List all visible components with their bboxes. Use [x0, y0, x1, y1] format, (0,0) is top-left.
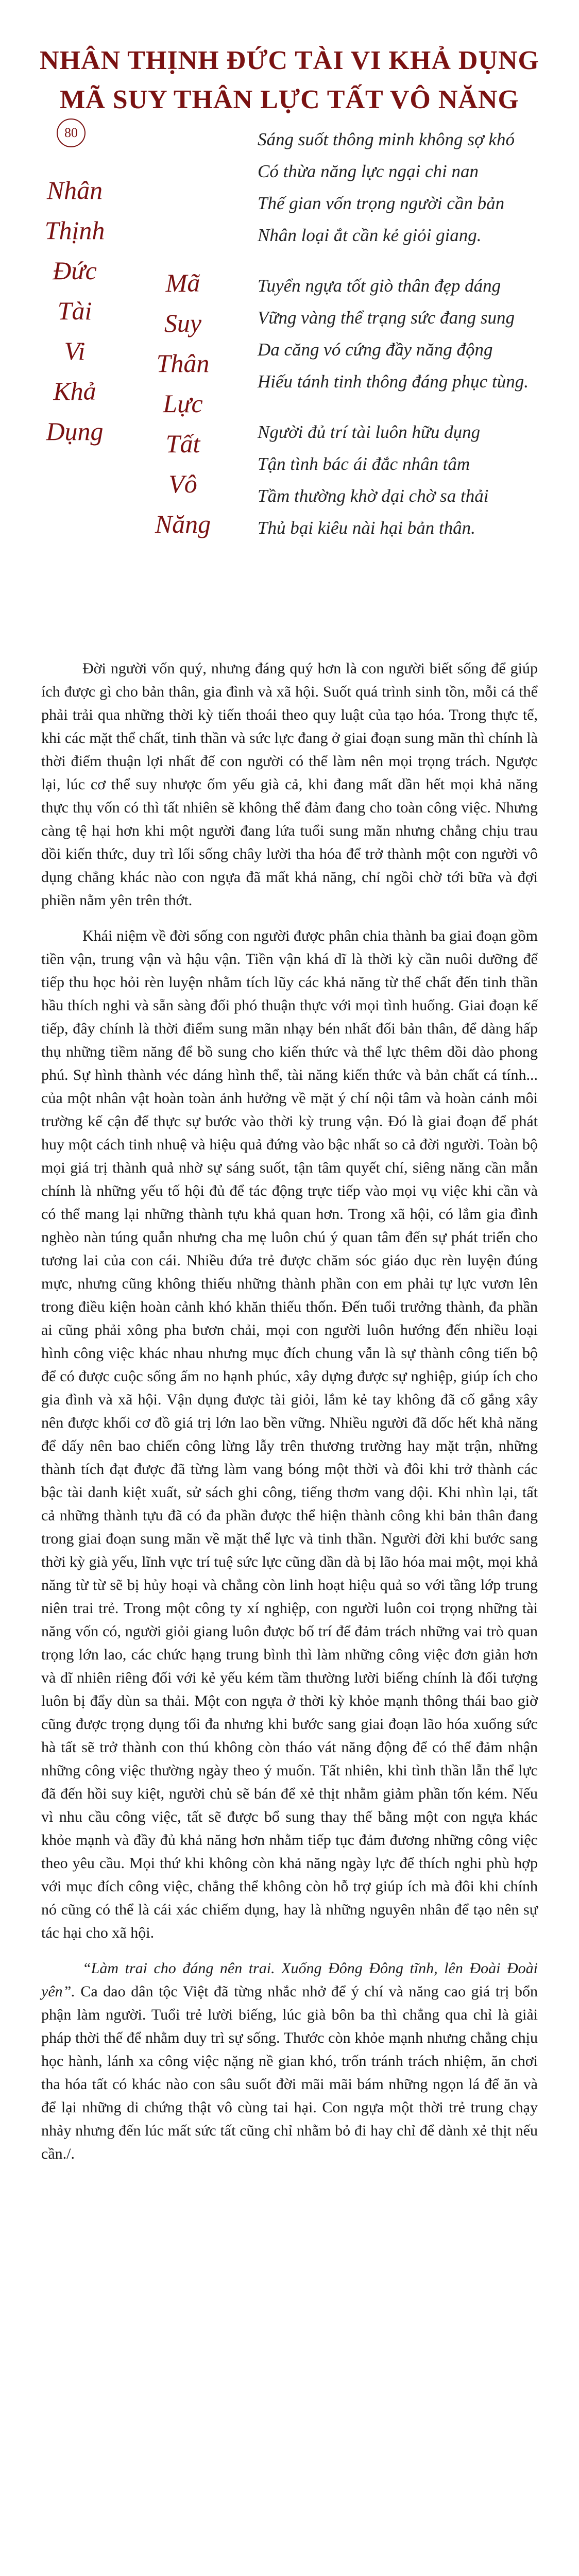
paragraph-3	[41, 1957, 538, 2165]
poem-line: Da căng vó cứng đầy năng động	[258, 340, 493, 360]
calligraphy-word: Vô	[168, 469, 197, 498]
calligraphy-word: Dụng	[46, 417, 104, 446]
poem-line: Người đủ trí tài luôn hữu dụng	[258, 422, 481, 442]
calligraphy-right	[131, 263, 234, 544]
poem-line: Có thừa năng lực ngại chi nan	[258, 161, 479, 181]
calligraphy-word: Tài	[57, 296, 92, 325]
poem-line: Thế gian vốn trọng người cần bản	[258, 193, 505, 213]
calligraphy-word: Thịnh	[44, 216, 105, 245]
paragraph-3-text: Ca dao dân tộc Việt đã từng nhắc nhở để ý chí và năng cao giá trị bổn phận làm người. Tuổi trẻ lười biếng, lúc già bôn ba thì chẳng qua chỉ là giải pháp thời thế để nhằm duy trì sự sống. Thước còn khỏe mạnh nhưng chẳng chịu học hành, lánh xa công việc nặng nề gian khó, trốn tránh trách nhiệm, ăn chơi tha hóa tất có khác nào con sâu suốt đời mãi mãi bám những ngọn lá để ăn và để lại những di chứng thật vô cùng tai hại. Con ngựa một thời trẻ trung chạy nhảy nhưng đến lúc mất sức tất cũng chỉ nhằm bỏ đi hay chỉ để dành xẻ thịt nếu cần./.	[41, 1983, 538, 2162]
paragraph-2: Khái niệm về đời sống con người được phân chia thành ba giai đoạn gồm tiền vận, trung vận và hậu vận. Tiền vận khá dĩ là thời kỳ cần nuôi dưỡng để tiếp thu học hỏi rèn luyện nhằm tích lũy các khả năng từ thể chất đến tinh thần hầu thích nghi và sẵn sàng đối phó thuận thực với mọi tình huống. Giai đoạn kế tiếp, đây chính là thời điểm sung mãn nhạy bén nhất đối bản thân, để dàng hấp thụ những tiềm năng để bồ sung cho kiến thức và thể lực thêm dồi dào phong phú. Sự hình thành véc dáng hình thể, tài năng kiến thức và bản chất cá tính... của một nhân vật hoàn toàn ảnh hưởng về mặt ý chí nội tâm và hoàn cảnh môi trường kế cận để thực sự bước vào thời kỳ trung vận. Đó là giai đoạn để phát huy một cách tinh nhuệ và hiệu quả đứng vào bậc nhất so cả đời người. Toàn bộ mọi giá trị thành quả nhờ sự sáng suốt, tận tâm quyết chí, siêng năng cần mẫn chính là những yếu tố hội đủ để tác động trực tiếp vào mọi vụ việc khi cần và có thể mang lại những thành tựu khả quan hơn. Trong xã hội, có lắm gia đình nghèo nàn túng quẫn nhưng cha mẹ luôn chú ý quan tâm đến sự phát triển cho tương lai của con cái. Nhiều đứa trẻ được chăm sóc giáo dục rèn luyện đúng mực, nhưng cũng không thiếu những thành phần con em phải tự lực vươn lên trong điều kiện hoàn cảnh khó khăn thiếu thốn. Đến tuổi trưởng thành, đa phần ai cũng phải xông pha bươn chải, mọi con người luôn hướng đến nhiều loại hình công việc khác nhau nhưng mục đích chung vẫn là sự thành công tiến bộ để có được cuộc sống ấm no hạnh phúc, xây dựng được sự nghiệp, giúp ích cho gia đình và xã hội. Vận dụng được tài giỏi, lắm kẻ tay không đã cố gắng xây nên được khối cơ đồ giá trị lớn lao bền vững. Nhiều người đã dốc hết khả năng để dấy nên bao chiến công lừng lẫy trên thương trường hay mặt trận, những thành tích đạt được đã từng làm vang bóng một thời và đôi khi trở thành các bậc tài danh kiệt xuất, sử sách ghi công, tiếng thơm vang dội. Khi nhìn lại, tất cả những thành tựu đã có đa phần được thể hiện thành công khi bản thân đang trong giai đoạn sung mãn về mặt thể lực và tinh thần. Người đời khi bước sang thời kỳ già yếu, lĩnh vực trí tuệ sức lực cũng dần dà bị lão hóa mai một, mọi khả năng từ từ sẽ bị hủy hoại và chẳng còn linh hoạt hiệu quả so với tầng lớp trung niên trai trẻ. Trong một công ty xí nghiệp, con người luôn coi trọng những tài năng vốn có, người giỏi giang luôn được bố trí để đảm trách những vai trò quan trọng lớn lao, các chức hạng trung bình thì làm những công việc đơn giản hơn và dĩ nhiên riêng đối với kẻ yếu kém tầm thường lười biếng chính là đối tượng luôn bị đẩy dùn sa thải. Một con ngựa ở thời kỳ khỏe mạnh thông thái bao giờ cũng được trọng dụng tối đa nhưng khi bước sang giai đoạn lão hóa xuống sức hà tất sẽ trở thành con thú không còn tháo vát năng động để có thể đảm nhận những công việc thường ngày theo ý muốn. Tất nhiên, khi tình thần lẫn thể lực đã đến hồi suy kiệt, người chủ sẽ bán để xẻ thịt nhằm giảm phần tốn kém. Nếu vì nhu cầu công việc, tất sẽ được bổ sung thay thế bằng một con ngựa khác khỏe mạnh và đầy đủ khả năng hơn nhằm tiếp tục đảm đương những công việc theo yêu cầu. Mọi thứ khi không còn khả năng ngày lực để thích nghi phù hợp với mục đích công việc, chẳng thể không còn hỗ trợ giúp ích mà đôi khi chính nó cũng có thể là cái xác chiếm dụng, hay là những nguyên nhân để tạo nên sự tác hại cho xã hội.	[41, 927, 538, 1941]
poem-line: Sáng suốt thông minh không sợ khó	[258, 129, 515, 149]
title-line-2: MÃ SUY THÂN LỰC TẤT VÔ NĂNG	[60, 85, 519, 114]
folk-verse-quote: “Làm trai cho đáng nên trai. Xuống Đông Đông tĩnh, lên Đoài Đoài yên”.	[41, 1960, 538, 2000]
article-body	[41, 657, 538, 2178]
poem-stanza-1	[258, 124, 567, 251]
calligraphy-word: Đức	[53, 256, 97, 285]
page-number-badge: 80	[57, 118, 86, 147]
title-line-1: NHÂN THỊNH ĐỨC TÀI VI KHẢ DỤNG	[40, 46, 539, 75]
poem-line: Vững vàng thể trạng sức đang sung	[258, 308, 515, 328]
poem-stanza-3	[258, 416, 567, 544]
calligraphy-left	[21, 170, 129, 451]
poem-line: Nhân loại ắt cần kẻ giỏi giang.	[258, 225, 482, 245]
calligraphy-word: Lực	[163, 389, 203, 418]
calligraphy-word: Vi	[64, 336, 86, 365]
poem	[258, 124, 567, 563]
poem-line: Tầm thường khờ dại chờ sa thải	[258, 486, 489, 506]
calligraphy-word: Mã	[165, 268, 200, 297]
page-title	[0, 41, 579, 120]
poem-stanza-2	[258, 270, 567, 398]
paragraph-1: Đời người vốn quý, nhưng đáng quý hơn là con người biết sống để giúp ích được gì cho bản thân, gia đình và xã hội. Suốt quá trình sinh tồn, mỗi cá thể phải trải qua những thời kỳ tiến thoái theo quy luật của tạo hóa. Trong thực tế, khi các mặt thể chất, tinh thần và sức lực đang ở giai đoạn sung mãn thì chính là thời điểm thuận lợi nhất để con người có thể làm nên mọi trọng trách. Ngược lại, lúc cơ thể suy nhược ốm yếu già cả, khi đang mất dần hết mọi khả năng thực thụ vốn có thì tất nhiên sẽ không thể đảm đang cho toàn công việc. Nhưng càng tệ hại hơn khi một người đang lứa tuổi sung mãn nhưng chẳng chịu trau dồi kiến thức, duy trì lối sống chây lười tha hóa để trở thành một con người vô dụng chẳng khác nào con ngựa đã mất khả năng, chỉ ngồi chờ tới bữa và đợi phiền nằm yên trên thớt.	[41, 660, 538, 909]
calligraphy-word: Khả	[53, 377, 96, 405]
calligraphy-word: Nhân	[46, 176, 103, 205]
calligraphy-word: Năng	[155, 510, 211, 538]
calligraphy-word: Tất	[165, 429, 200, 458]
poem-line: Tận tình bác ái đắc nhân tâm	[258, 454, 470, 474]
poem-line: Thủ bại kiêu nài hại bản thân.	[258, 518, 475, 538]
poem-line: Tuyển ngựa tốt giò thân đẹp dáng	[258, 276, 501, 296]
poem-line: Hiếu tánh tinh thông đáng phục tùng.	[258, 371, 529, 392]
calligraphy-word: Suy	[164, 309, 202, 337]
calligraphy-word: Thân	[156, 349, 210, 378]
